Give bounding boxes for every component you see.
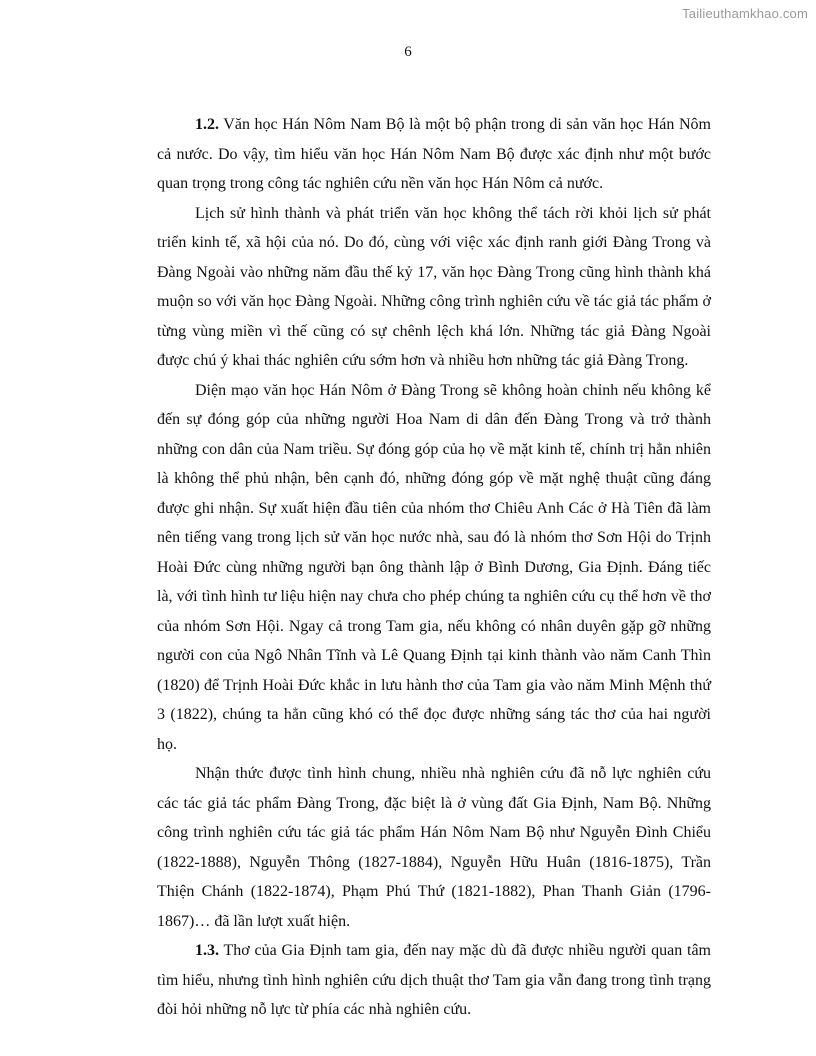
paragraph [157,376,711,760]
paragraph [157,199,711,376]
section-number: 1.3. [195,942,219,959]
watermark: Tailieuthamkhao.com [682,6,808,21]
paragraph-text: Thơ của Gia Định tam gia, đến nay mặc dù đã được nhiều người quan tâm tìm hiểu, nhưng tình hình nghiên cứu dịch thuật thơ Tam gia vẫn đang trong tình trạng đòi hỏi những nỗ lực từ phía các nhà nghiên cứu. [157,942,711,1018]
paragraph-text: Văn học Hán Nôm Nam Bộ là một bộ phận trong di sản văn học Hán Nôm cả nước. Do vậy, tìm hiểu văn học Hán Nôm Nam Bộ được xác định như một bước quan trọng trong công tác nghiên cứu nền văn học Hán Nôm cả nước. [157,116,711,192]
paragraph [157,759,711,936]
paragraph-text: Diện mạo văn học Hán Nôm ở Đàng Trong sẽ không hoàn chỉnh nếu không kể đến sự đóng góp của những người Hoa Nam di dân đến Đàng Trong và trở thành những con dân của Nam triều. Sự đóng góp của họ về mặt kinh tế, chính trị hẳn nhiên là không thể phủ nhận, bên cạnh đó, những đóng góp về mặt nghệ thuật cũng đáng được ghi nhận. Sự xuất hiện đầu tiên của nhóm thơ Chiêu Anh Các ở Hà Tiên đã làm nên tiếng vang trong lịch sử văn học nước nhà, sau đó là nhóm thơ Sơn Hội do Trịnh Hoài Đức cùng những người bạn ông thành lập ở Bình Dương, Gia Định. Đáng tiếc là, với tình hình tư liệu hiện nay chưa cho phép chúng ta nghiên cứu cụ thể hơn về thơ của nhóm Sơn Hội. Ngay cả trong Tam gia, nếu không có nhân duyên gặp gỡ những người con của Ngô Nhân Tĩnh và Lê Quang Định tại kinh thành vào năm Canh Thìn (1820) để Trịnh Hoài Đức khắc in lưu hành thơ của Tam gia vào năm Minh Mệnh thứ 3 (1822), chúng ta hẳn cũng khó có thể đọc được những sáng tác thơ của hai người họ. [157,381,711,753]
document-body [157,110,711,1025]
section-number: 1.2. [195,116,219,133]
paragraph-text: Nhận thức được tình hình chung, nhiều nhà nghiên cứu đã nỗ lực nghiên cứu các tác giả tác phẩm Đàng Trong, đặc biệt là ở vùng đất Gia Định, Nam Bộ. Những công trình nghiên cứu tác giả tác phẩm Hán Nôm Nam Bộ như Nguyễn Đình Chiểu (1822-1888), Nguyễn Thông (1827-1884), Nguyễn Hữu Huân (1816-1875), Trần Thiện Chánh (1822-1874), Phạm Phú Thứ (1821-1882), Phan Thanh Giản (1796-1867)… đã lần lượt xuất hiện. [157,765,711,930]
paragraph-text: Lịch sử hình thành và phát triển văn học không thể tách rời khỏi lịch sử phát triển kinh tế, xã hội của nó. Do đó, cùng với việc xác định ranh giới Đàng Trong và Đàng Ngoài vào những năm đầu thế kỷ 17, văn học Đàng Trong cũng hình thành khá muộn so với văn học Đàng Ngoài. Những công trình nghiên cứu về tác giả tác phẩm ở từng vùng miền vì thế cũng có sự chênh lệch khá lớn. Những tác giả Đàng Ngoài được chú ý khai thác nghiên cứu sớm hơn và nhiều hơn những tác giả Đàng Trong. [157,204,711,369]
page-number: 6 [404,44,412,60]
paragraph [157,110,711,199]
paragraph [157,936,711,1025]
